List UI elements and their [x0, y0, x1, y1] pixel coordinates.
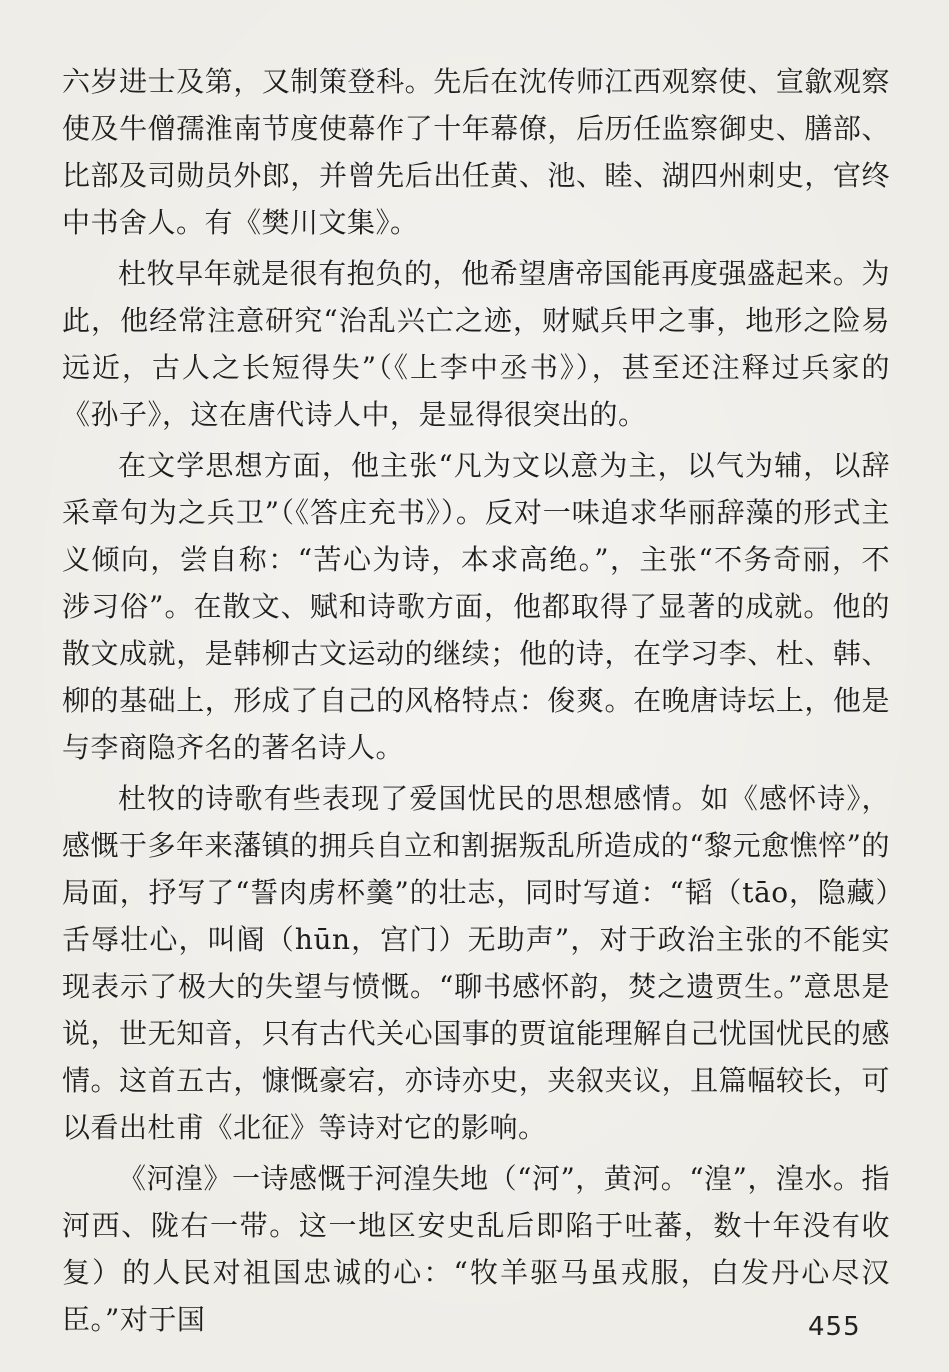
paragraph-1: 六岁进士及第，又制策登科。先后在沈传师江西观察使、宣歙观察使及牛僧孺淮南节度使幕作了十年幕僚，后历任监察御史、膳部、比部及司勋员外郎，并曾先后出任黄、池、睦、湖四州刺史，官终中书舍人。有《樊川文集》。 [62, 65, 890, 239]
body-text [62, 58, 890, 1343]
paragraph-2: 杜牧早年就是很有抱负的，他希望唐帝国能再度强盛起来。为此，他经常注意研究“治乱兴亡之迹，财赋兵甲之事，地形之险易远近，古人之长短得失”（《上李中丞书》），甚至还注释过兵家的《孙子》，这在唐代诗人中，是显得很突出的。 [62, 257, 890, 431]
paragraph-5: 《河湟》一诗感慨于河湟失地（“河”，黄河。“湟”，湟水。指河西、陇右一带。这一地区安史乱后即陷于吐蕃，数十年没有收复）的人民对祖国忠诚的心：“牧羊驱马虽戎服，白发丹心尽汉臣。”对于国 [62, 1162, 890, 1336]
paragraph-3: 在文学思想方面，他主张“凡为文以意为主，以气为辅，以辞采章句为之兵卫”（《答庄充书》）。反对一味追求华丽辞藻的形式主义倾向，尝自称：“苦心为诗，本求高绝。”，主张“不务奇丽，不涉习俗”。在散文、赋和诗歌方面，他都取得了显著的成就。他的散文成就，是韩柳古文运动的继续；他的诗，在学习李、杜、韩、柳的基础上，形成了自己的风格特点：俊爽。在晚唐诗坛上，他是与李商隐齐名的著名诗人。 [62, 449, 890, 764]
page-number: 455 [808, 1312, 861, 1342]
paragraph-4: 杜牧的诗歌有些表现了爱国忧民的思想感情。如《感怀诗》，感慨于多年来藩镇的拥兵自立和割据叛乱所造成的“黎元愈憔悴”的局面，抒写了“誓肉虏杯羹”的壮志，同时写道：“韬（tāo，隐藏）舌辱壮心，叫阍（hūn，宫门）无助声”，对于政治主张的不能实现表示了极大的失望与愤慨。“聊书感怀韵，焚之遗贾生。”意思是说，世无知音，只有古代关心国事的贾谊能理解自己忧国忧民的感情。这首五古，慷慨豪宕，亦诗亦史，夹叙夹议，且篇幅较长，可以看出杜甫《北征》等诗对它的影响。 [62, 782, 890, 1144]
